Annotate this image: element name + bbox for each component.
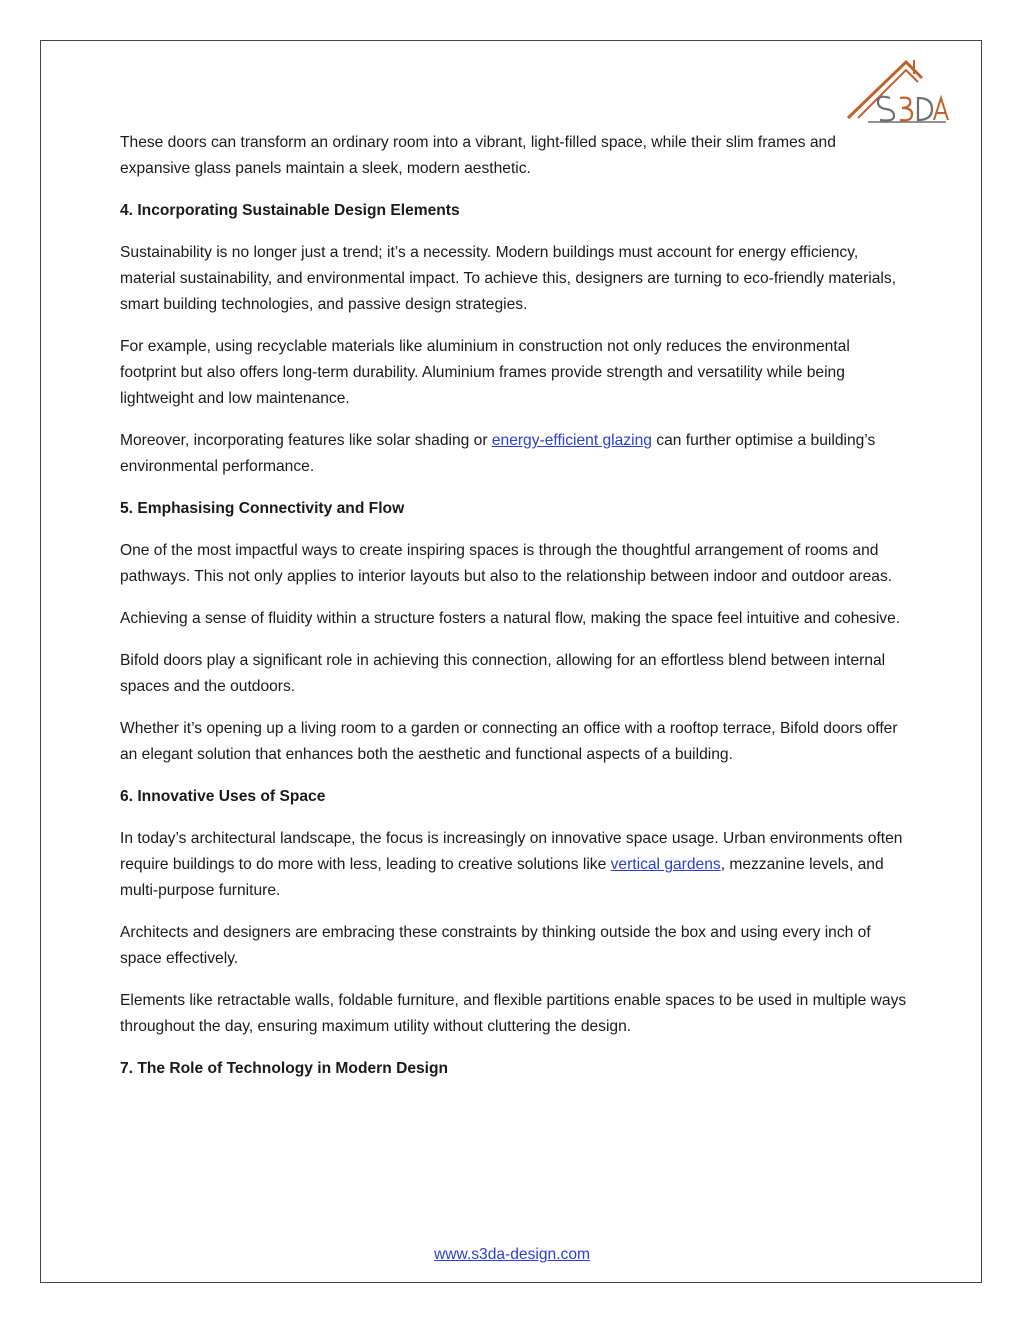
paragraph: In today’s architectural landscape, the focus is increasingly on innovative space usage. Urban environments often require buildings to do more with less, leading to creative solutions like vertical gardens, mezzanine levels, and multi-purpose furniture. [120, 830, 903, 899]
section-heading-4: 4. Incorporating Sustainable Design Elements [120, 202, 460, 219]
section-heading-5: 5. Emphasising Connectivity and Flow [120, 500, 405, 517]
paragraph: One of the most impactful ways to create inspiring spaces is through the thoughtful arrangement of rooms and pathways. This not only applies to interior layouts but also to the relationship between indoor and outdoor areas. [120, 542, 893, 585]
website-link[interactable]: www.s3da-design.com [433, 1246, 590, 1263]
vertical-gardens-link[interactable]: vertical gardens [610, 856, 721, 873]
paragraph: Achieving a sense of fluidity within a structure fosters a natural flow, making the space feel intuitive and cohesive. [120, 610, 901, 627]
footer [0, 1243, 1024, 1267]
paragraph: Moreover, incorporating features like solar shading or energy-efficient glazing can further optimise a building’s environmental performance. [120, 432, 876, 475]
document-body [120, 130, 910, 1098]
paragraph: For example, using recyclable materials like aluminium in construction not only reduces the environmental footprint but also offers long-term durability. Aluminium frames provide strength and versatility while being lightweight and low maintenance. [120, 338, 850, 407]
section-heading-6: 6. Innovative Uses of Space [120, 788, 326, 805]
paragraph: Sustainability is no longer just a trend; it’s a necessity. Modern buildings must account for energy efficiency, material sustainability, and environmental impact. To achieve this, designers are turning to eco-friendly materials, smart building technologies, and passive design strategies. [120, 244, 897, 313]
paragraph: Elements like retractable walls, foldable furniture, and flexible partitions enable spaces to be used in multiple ways throughout the day, ensuring maximum utility without cluttering the design. [120, 992, 907, 1035]
paragraph: Whether it’s opening up a living room to a garden or connecting an office with a rooftop terrace, Bifold doors offer an elegant solution that enhances both the aesthetic and functional aspects of a building. [120, 720, 898, 763]
section-heading-7: 7. The Role of Technology in Modern Design [120, 1060, 449, 1077]
s3da-logo [842, 56, 950, 126]
energy-efficient-glazing-link[interactable]: energy-efficient glazing [491, 432, 652, 449]
paragraph: Architects and designers are embracing these constraints by thinking outside the box and using every inch of space effectively. [120, 924, 871, 967]
paragraph: Bifold doors play a significant role in achieving this connection, allowing for an effortless blend between internal spaces and the outdoors. [120, 652, 886, 695]
paragraph: These doors can transform an ordinary room into a vibrant, light-filled space, while their slim frames and expansive glass panels maintain a sleek, modern aesthetic. [120, 134, 836, 177]
s3da-logo-icon [842, 56, 950, 126]
